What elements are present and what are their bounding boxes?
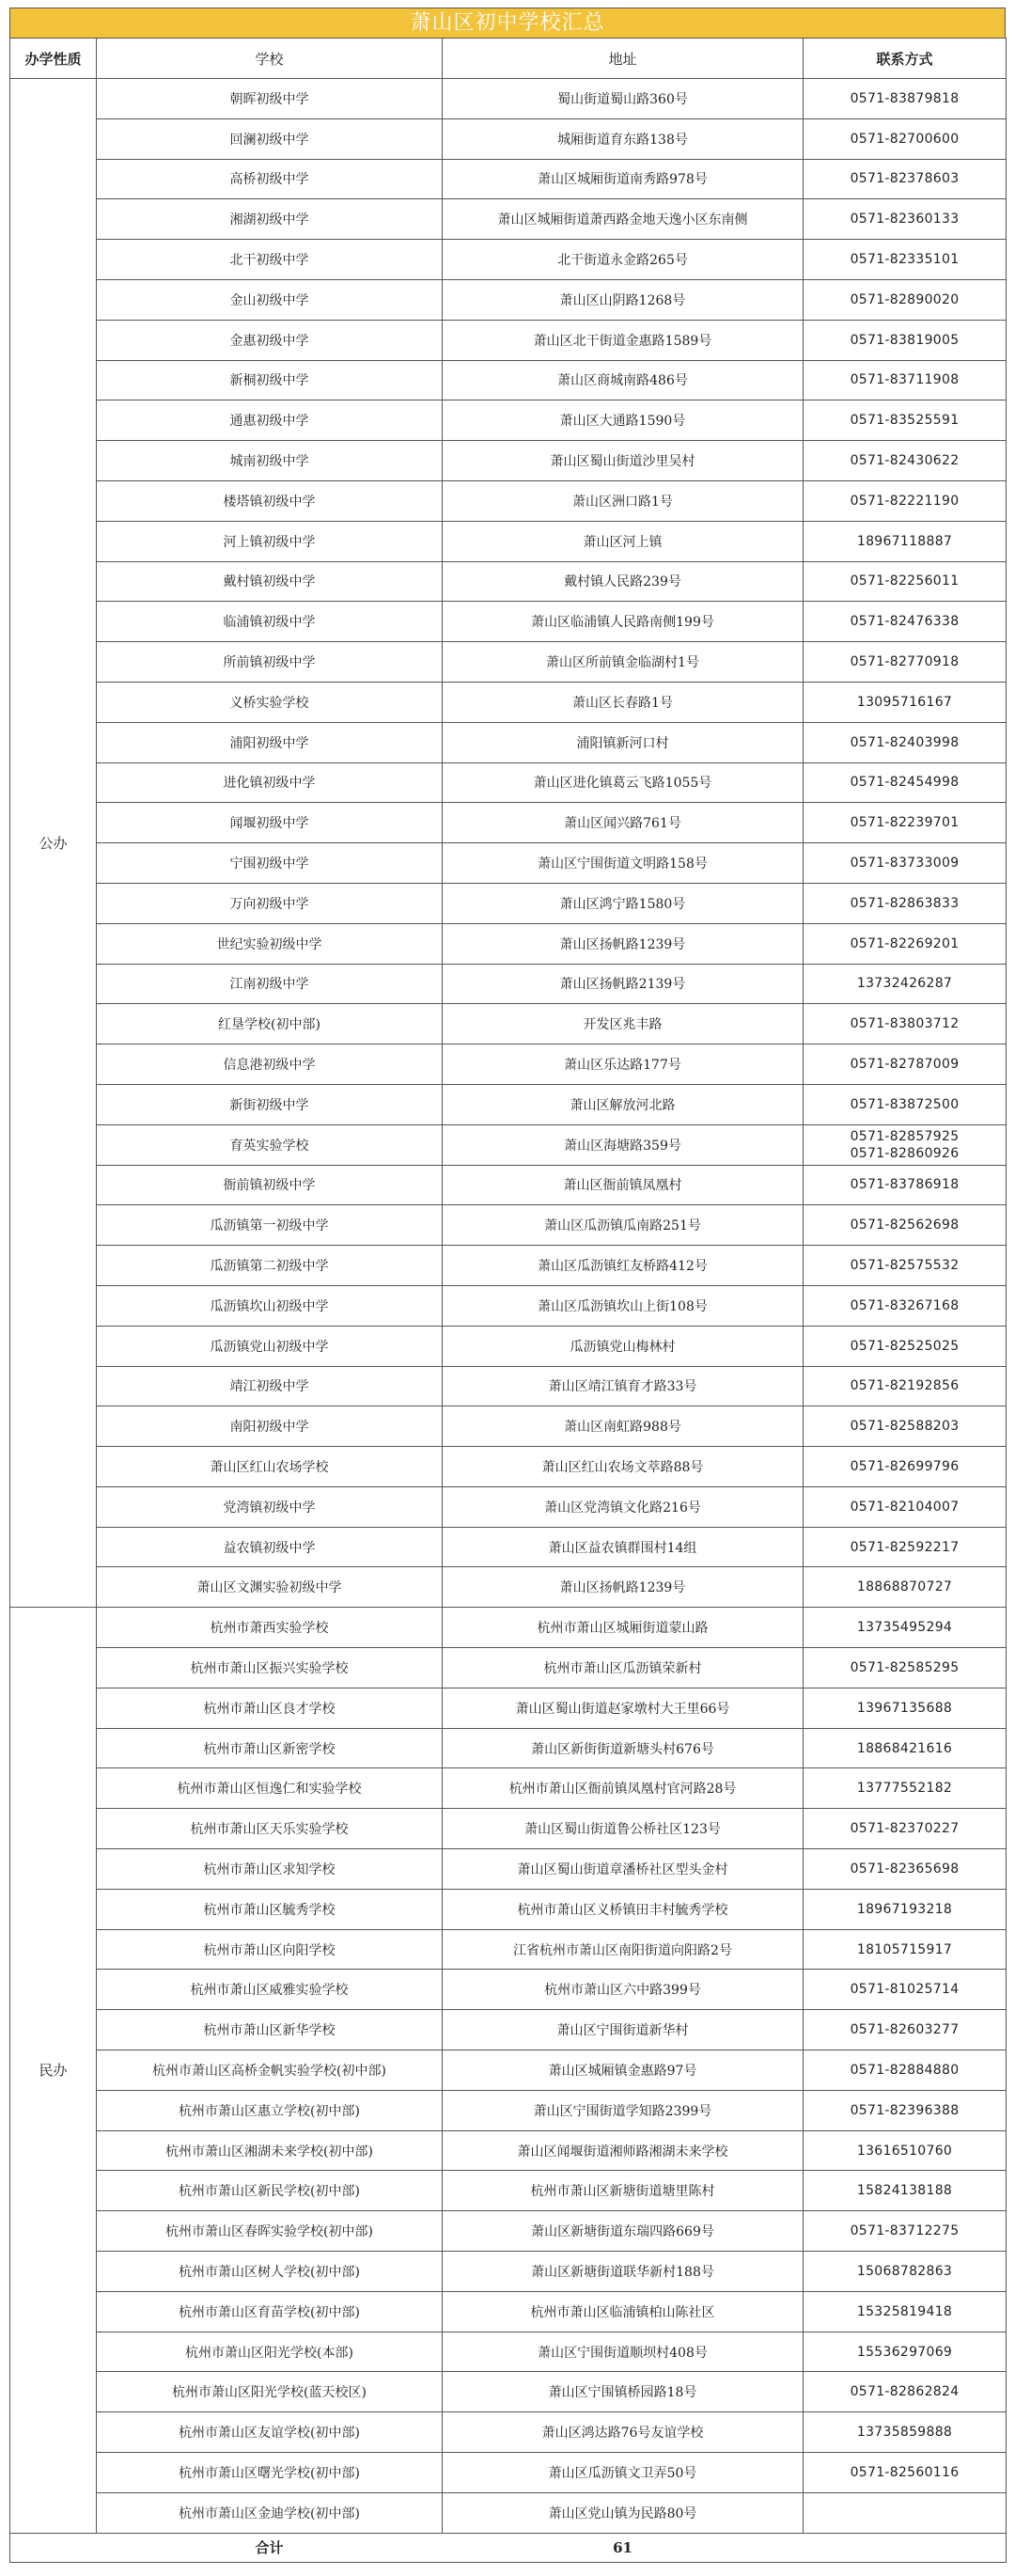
total-value: 61 [443, 2533, 804, 2562]
contact-cell: 0571-82585295 [804, 1648, 1007, 1689]
table-row [10, 2010, 1007, 2050]
header-type: 办学性质 [10, 39, 97, 79]
table-row [10, 1889, 1007, 1929]
address-cell: 北干街道永金路265号 [443, 240, 804, 280]
address-cell: 杭州市萧山区新塘街道塘里陈村 [443, 2171, 804, 2211]
address-cell: 萧山区衙前镇凤凰村 [443, 1165, 804, 1205]
address-cell: 萧山区扬帆路2139号 [443, 964, 804, 1004]
school-name-cell: 靖江初级中学 [97, 1366, 443, 1406]
table-row [10, 240, 1007, 280]
school-name-cell: 回澜初级中学 [97, 118, 443, 159]
school-name-cell: 楼塔镇初级中学 [97, 480, 443, 521]
table-row [10, 480, 1007, 521]
table-row [10, 1205, 1007, 1246]
table-row [10, 1648, 1007, 1689]
contact-cell: 0571-83267168 [804, 1285, 1007, 1326]
address-cell: 萧山区蜀山街道鲁公桥社区123号 [443, 1809, 804, 1849]
header-row [10, 39, 1007, 79]
school-name-cell: 新街初级中学 [97, 1084, 443, 1124]
contact-cell: 0571-82862824 [804, 2372, 1007, 2412]
contact-cell: 0571-83803712 [804, 1004, 1007, 1045]
contact-cell: 0571-83879818 [804, 79, 1007, 119]
address-cell: 萧山区鸿宁路1580号 [443, 883, 804, 923]
table-row [10, 602, 1007, 642]
school-name-cell: 万向初级中学 [97, 883, 443, 923]
contact-cell: 0571-81025714 [804, 1970, 1007, 2010]
table-row [10, 360, 1007, 401]
contact-cell: 18868870727 [804, 1567, 1007, 1608]
header-school: 学校 [97, 39, 443, 79]
address-cell: 萧山区乐达路177号 [443, 1045, 804, 1085]
table-row [10, 2090, 1007, 2130]
address-cell: 浦阳镇新河口村 [443, 722, 804, 762]
school-name-cell: 所前镇初级中学 [97, 642, 443, 683]
address-cell: 萧山区海塘路359号 [443, 1124, 804, 1165]
contact-cell: 15325819418 [804, 2291, 1007, 2332]
school-name-cell: 红垦学校(初中部) [97, 1004, 443, 1045]
address-cell: 萧山区宁围街道新华村 [443, 2010, 804, 2050]
table-row [10, 2492, 1007, 2533]
contact-phone-2: 0571-82860926 [850, 1145, 960, 1161]
table-row [10, 521, 1007, 561]
table-row [10, 1124, 1007, 1165]
contact-cell: 0571-82603277 [804, 2010, 1007, 2050]
contact-cell: 0571-83786918 [804, 1165, 1007, 1205]
table-row [10, 320, 1007, 360]
school-name-cell: 萧山区文渊实验初级中学 [97, 1567, 443, 1608]
school-name-cell: 朝晖初级中学 [97, 79, 443, 119]
contact-cell: 0571-83711908 [804, 360, 1007, 401]
school-name-cell: 新桐初级中学 [97, 360, 443, 401]
contact-cell: 0571-82592217 [804, 1527, 1007, 1567]
total-row [10, 2533, 1007, 2562]
address-cell: 萧山区蜀山街道沙里吴村 [443, 441, 804, 481]
address-cell: 萧山区山阴路1268号 [443, 279, 804, 320]
table-row [10, 159, 1007, 199]
school-name-cell: 通惠初级中学 [97, 401, 443, 441]
school-name-cell: 杭州市萧山区向阳学校 [97, 1929, 443, 1970]
table-row [10, 1567, 1007, 1608]
table-row [10, 2050, 1007, 2091]
school-name-cell: 杭州市萧山区新密学校 [97, 1728, 443, 1768]
address-cell: 萧山区大通路1590号 [443, 401, 804, 441]
school-name-cell: 杭州市萧山区惠立学校(初中部) [97, 2090, 443, 2130]
contact-cell: 0571-82863833 [804, 883, 1007, 923]
contact-cell: 0571-83819005 [804, 320, 1007, 360]
table-row [10, 2211, 1007, 2252]
header-contact: 联系方式 [804, 39, 1007, 79]
contact-cell: 18105715917 [804, 1929, 1007, 1970]
address-cell: 萧山区闻兴路761号 [443, 803, 804, 843]
contact-cell: 0571-82370227 [804, 1809, 1007, 1849]
table-row [10, 1165, 1007, 1205]
address-cell: 萧山区瓜沥镇瓜南路251号 [443, 1205, 804, 1246]
school-name-cell: 义桥实验学校 [97, 682, 443, 722]
school-name-cell: 世纪实验初级中学 [97, 923, 443, 964]
table-body [10, 79, 1007, 2534]
contact-cell: 13735859888 [804, 2412, 1007, 2453]
school-type-cell: 民办 [10, 1608, 97, 2533]
school-name-cell: 萧山区红山农场学校 [97, 1447, 443, 1487]
table-row [10, 1447, 1007, 1487]
contact-cell: 0571-82560116 [804, 2453, 1007, 2493]
contact-cell: 15068782863 [804, 2252, 1007, 2292]
address-cell: 杭州市萧山区六中路399号 [443, 1970, 804, 2010]
total-label: 合计 [97, 2533, 443, 2562]
contact-cell: 0571-82562698 [804, 1205, 1007, 1246]
school-name-cell: 杭州市萧山区育苗学校(初中部) [97, 2291, 443, 2332]
address-cell: 萧山区红山农场文萃路88号 [443, 1447, 804, 1487]
table-row [10, 561, 1007, 602]
table-row [10, 1929, 1007, 1970]
school-name-cell: 河上镇初级中学 [97, 521, 443, 561]
table-row [10, 682, 1007, 722]
address-cell: 萧山区解放河北路 [443, 1084, 804, 1124]
address-cell: 萧山区鸿达路76号友谊学校 [443, 2412, 804, 2453]
address-cell: 萧山区宁围街道学知路2399号 [443, 2090, 804, 2130]
table-row [10, 722, 1007, 762]
contact-cell: 0571-83872500 [804, 1084, 1007, 1124]
school-name-cell: 杭州市萧山区树人学校(初中部) [97, 2252, 443, 2292]
contact-cell: 0571-82700600 [804, 118, 1007, 159]
contact-cell: 0571-83712275 [804, 2211, 1007, 2252]
contact-cell: 0571-82525025 [804, 1326, 1007, 1366]
table-row [10, 1527, 1007, 1567]
contact-cell: 0571-82269201 [804, 923, 1007, 964]
table-row [10, 2372, 1007, 2412]
contact-cell: 0571-82239701 [804, 803, 1007, 843]
school-name-cell: 杭州市萧山区威雅实验学校 [97, 1970, 443, 2010]
address-cell: 萧山区长春路1号 [443, 682, 804, 722]
address-cell: 萧山区蜀山街道赵家墩村大王里66号 [443, 1688, 804, 1728]
school-name-cell: 杭州市萧山区金迪学校(初中部) [97, 2492, 443, 2533]
school-name-cell: 杭州市萧山区友谊学校(初中部) [97, 2412, 443, 2453]
table-row [10, 1768, 1007, 1809]
school-name-cell: 育英实验学校 [97, 1124, 443, 1165]
address-cell: 萧山区瓜沥镇红友桥路412号 [443, 1246, 804, 1286]
school-name-cell: 杭州市萧山区湘湖未来学校(初中部) [97, 2130, 443, 2171]
address-cell: 萧山区新街街道新塘头村676号 [443, 1728, 804, 1768]
contact-cell: 0571-82396388 [804, 2090, 1007, 2130]
table-row [10, 1004, 1007, 1045]
contact-cell: 0571-82476338 [804, 602, 1007, 642]
school-name-cell: 北干初级中学 [97, 240, 443, 280]
contact-cell: 0571-82588203 [804, 1406, 1007, 1447]
address-cell: 蜀山街道蜀山路360号 [443, 79, 804, 119]
table-row [10, 1688, 1007, 1728]
table-row [10, 803, 1007, 843]
address-cell: 萧山区宁围街道顺坝村408号 [443, 2332, 804, 2372]
address-cell: 萧山区所前镇金临湖村1号 [443, 642, 804, 683]
school-name-cell: 杭州市萧山区曙光学校(初中部) [97, 2453, 443, 2493]
table-row [10, 1849, 1007, 1890]
header-address: 地址 [443, 39, 804, 79]
address-cell: 萧山区城厢街道萧西路金地天逸小区东南侧 [443, 199, 804, 240]
address-cell: 萧山区党山镇为民路80号 [443, 2492, 804, 2533]
school-name-cell: 党湾镇初级中学 [97, 1486, 443, 1527]
school-name-cell: 瓜沥镇第二初级中学 [97, 1246, 443, 1286]
contact-cell: 0571-82335101 [804, 240, 1007, 280]
contact-cell: 0571-82403998 [804, 722, 1007, 762]
table-row [10, 2453, 1007, 2493]
address-cell: 城厢街道育东路138号 [443, 118, 804, 159]
table-row [10, 401, 1007, 441]
address-cell: 萧山区城厢镇金惠路97号 [443, 2050, 804, 2091]
summary-table-page [9, 8, 1006, 2563]
contact-cell: 0571-82365698 [804, 1849, 1007, 1890]
table-title: 萧山区初中学校汇总 [9, 8, 1006, 38]
school-name-cell: 杭州市萧山区毓秀学校 [97, 1889, 443, 1929]
table-row [10, 1486, 1007, 1527]
address-cell: 萧山区洲口路1号 [443, 480, 804, 521]
school-name-cell: 瓜沥镇第一初级中学 [97, 1205, 443, 1246]
table-row [10, 1970, 1007, 2010]
table-row [10, 199, 1007, 240]
contact-cell: 18967193218 [804, 1889, 1007, 1929]
address-cell: 萧山区扬帆路1239号 [443, 1567, 804, 1608]
contact-cell: 13967135688 [804, 1688, 1007, 1728]
table-row [10, 883, 1007, 923]
school-name-cell: 南阳初级中学 [97, 1406, 443, 1447]
contact-cell [804, 1124, 1007, 1165]
table-row [10, 1406, 1007, 1447]
contact-cell: 0571-82256011 [804, 561, 1007, 602]
address-cell: 萧山区城厢街道南秀路978号 [443, 159, 804, 199]
table-row [10, 1285, 1007, 1326]
school-name-cell: 临浦镇初级中学 [97, 602, 443, 642]
address-cell: 萧山区南虹路988号 [443, 1406, 804, 1447]
school-name-cell: 杭州市萧西实验学校 [97, 1608, 443, 1648]
school-name-cell: 杭州市萧山区高桥金帆实验学校(初中部) [97, 2050, 443, 2091]
address-cell: 萧山区临浦镇人民路南侧199号 [443, 602, 804, 642]
contact-cell: 0571-82221190 [804, 480, 1007, 521]
address-cell: 萧山区进化镇葛云飞路1055号 [443, 762, 804, 803]
school-type-cell: 公办 [10, 79, 97, 1608]
school-name-cell: 瓜沥镇党山初级中学 [97, 1326, 443, 1366]
school-name-cell: 杭州市萧山区振兴实验学校 [97, 1648, 443, 1689]
contact-cell: 0571-82699796 [804, 1447, 1007, 1487]
school-name-cell: 瓜沥镇坎山初级中学 [97, 1285, 443, 1326]
table-row [10, 1608, 1007, 1648]
contact-cell: 0571-82770918 [804, 642, 1007, 683]
table-row [10, 79, 1007, 119]
contact-cell: 0571-82890020 [804, 279, 1007, 320]
table-row [10, 1809, 1007, 1849]
school-name-cell: 戴村镇初级中学 [97, 561, 443, 602]
contact-cell: 13735495294 [804, 1608, 1007, 1648]
table-row [10, 1045, 1007, 1085]
school-name-cell: 金山初级中学 [97, 279, 443, 320]
table-row [10, 1366, 1007, 1406]
school-name-cell: 宁围初级中学 [97, 843, 443, 884]
table-row [10, 1728, 1007, 1768]
contact-cell: 18967118887 [804, 521, 1007, 561]
address-cell: 萧山区新塘街道联华新村188号 [443, 2252, 804, 2292]
address-cell: 萧山区北干街道金惠路1589号 [443, 320, 804, 360]
school-name-cell: 金惠初级中学 [97, 320, 443, 360]
address-cell: 萧山区瓜沥镇坎山上街108号 [443, 1285, 804, 1326]
address-cell: 杭州市萧山区衙前镇凤凰村官河路28号 [443, 1768, 804, 1809]
school-name-cell: 浦阳初级中学 [97, 722, 443, 762]
contact-cell: 13616510760 [804, 2130, 1007, 2171]
table-row [10, 964, 1007, 1004]
table-row [10, 2252, 1007, 2292]
school-name-cell: 信息港初级中学 [97, 1045, 443, 1085]
address-cell: 杭州市萧山区临浦镇柏山陈社区 [443, 2291, 804, 2332]
school-name-cell: 杭州市萧山区求知学校 [97, 1849, 443, 1890]
school-name-cell: 杭州市萧山区天乐实验学校 [97, 1809, 443, 1849]
contact-cell [804, 2492, 1007, 2533]
address-cell: 杭州市萧山区义桥镇田丰村毓秀学校 [443, 1889, 804, 1929]
table-row [10, 642, 1007, 683]
address-cell: 杭州市萧山区瓜沥镇荣新村 [443, 1648, 804, 1689]
contact-cell: 0571-82575532 [804, 1246, 1007, 1286]
school-name-cell: 闻堰初级中学 [97, 803, 443, 843]
school-name-cell: 杭州市萧山区良才学校 [97, 1688, 443, 1728]
school-name-cell: 城南初级中学 [97, 441, 443, 481]
school-name-cell: 杭州市萧山区新民学校(初中部) [97, 2171, 443, 2211]
address-cell: 萧山区闻堰街道湘师路湘湖未来学校 [443, 2130, 804, 2171]
address-cell: 萧山区益农镇群围村14组 [443, 1527, 804, 1567]
school-name-cell: 杭州市萧山区阳光学校(本部) [97, 2332, 443, 2372]
table-row [10, 279, 1007, 320]
table-row [10, 2412, 1007, 2453]
contact-cell: 0571-82787009 [804, 1045, 1007, 1085]
address-cell: 萧山区瓜沥镇文卫弄50号 [443, 2453, 804, 2493]
table-row [10, 2332, 1007, 2372]
contact-cell: 0571-82192856 [804, 1366, 1007, 1406]
address-cell: 萧山区蜀山街道章潘桥社区型头金村 [443, 1849, 804, 1890]
contact-cell: 18868421616 [804, 1728, 1007, 1768]
table-row [10, 923, 1007, 964]
contact-cell: 15536297069 [804, 2332, 1007, 2372]
table-row [10, 118, 1007, 159]
contact-cell: 0571-82454998 [804, 762, 1007, 803]
table-row [10, 2291, 1007, 2332]
school-name-cell: 江南初级中学 [97, 964, 443, 1004]
contact-cell: 0571-82360133 [804, 199, 1007, 240]
table-row [10, 1246, 1007, 1286]
contact-cell: 0571-82430622 [804, 441, 1007, 481]
school-name-cell: 杭州市萧山区春晖实验学校(初中部) [97, 2211, 443, 2252]
school-name-cell: 衙前镇初级中学 [97, 1165, 443, 1205]
school-name-cell: 杭州市萧山区恒逸仁和实验学校 [97, 1768, 443, 1809]
contact-cell: 0571-82378603 [804, 159, 1007, 199]
schools-table [9, 38, 1007, 2563]
address-cell: 萧山区靖江镇育才路33号 [443, 1366, 804, 1406]
school-name-cell: 杭州市萧山区新华学校 [97, 2010, 443, 2050]
address-cell: 萧山区党湾镇文化路216号 [443, 1486, 804, 1527]
school-name-cell: 益农镇初级中学 [97, 1527, 443, 1567]
contact-cell: 0571-83733009 [804, 843, 1007, 884]
contact-cell: 0571-82884880 [804, 2050, 1007, 2091]
address-cell: 萧山区商城南路486号 [443, 360, 804, 401]
address-cell: 萧山区新塘街道东瑞四路669号 [443, 2211, 804, 2252]
address-cell: 杭州市萧山区城厢街道蒙山路 [443, 1608, 804, 1648]
address-cell: 萧山区扬帆路1239号 [443, 923, 804, 964]
contact-phone-1: 0571-82857925 [850, 1128, 960, 1144]
contact-cell: 13732426287 [804, 964, 1007, 1004]
address-cell: 萧山区宁围镇桥园路18号 [443, 2372, 804, 2412]
school-name-cell: 高桥初级中学 [97, 159, 443, 199]
table-row [10, 762, 1007, 803]
table-row [10, 2171, 1007, 2211]
school-name-cell: 杭州市萧山区阳光学校(蓝天校区) [97, 2372, 443, 2412]
contact-cell: 0571-82104007 [804, 1486, 1007, 1527]
address-cell: 戴村镇人民路239号 [443, 561, 804, 602]
school-name-cell: 进化镇初级中学 [97, 762, 443, 803]
address-cell: 瓜沥镇党山梅林村 [443, 1326, 804, 1366]
table-row [10, 2130, 1007, 2171]
address-cell: 萧山区宁围街道文明路158号 [443, 843, 804, 884]
table-row [10, 1326, 1007, 1366]
address-cell: 萧山区河上镇 [443, 521, 804, 561]
school-name-cell: 湘湖初级中学 [97, 199, 443, 240]
contact-cell: 15824138188 [804, 2171, 1007, 2211]
address-cell: 江省杭州市萧山区南阳街道向阳路2号 [443, 1929, 804, 1970]
contact-cell: 13095716167 [804, 682, 1007, 722]
contact-cell: 0571-83525591 [804, 401, 1007, 441]
table-row [10, 843, 1007, 884]
table-row [10, 441, 1007, 481]
address-cell: 开发区兆丰路 [443, 1004, 804, 1045]
contact-cell: 13777552182 [804, 1768, 1007, 1809]
table-row [10, 1084, 1007, 1124]
